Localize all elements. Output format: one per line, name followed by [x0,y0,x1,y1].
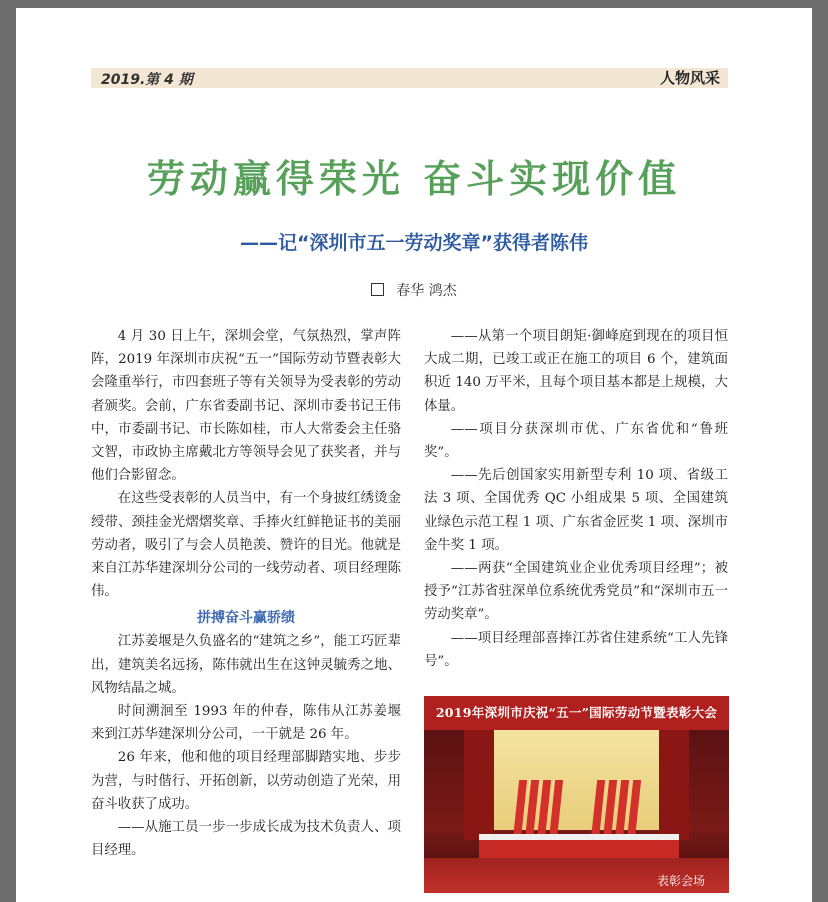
event-banner: 2019年深圳市庆祝“五一”国际劳动节暨表彰大会 [424,696,729,730]
stage-front [479,840,679,858]
paragraph: ——先后创国家实用新型专利 10 项、省级工法 3 项、全国优秀 QC 小组成果 5 项、全国建筑业绿色示范工程 1 项、广东省金匠奖 1 项、深圳市金牛奖 1 项。 [424,468,728,553]
paragraph: ——两获“全国建筑业企业优秀项目经理”；被授予“江苏省驻深单位系统优秀党员”和“深圳市五一劳动奖章”。 [424,561,728,623]
paragraph: 4 月 30 日上午，深圳会堂，气氛热烈，掌声阵阵，2019 年深圳市庆祝“五一”国际劳动节暨表彰大会隆重举行，市四套班子等有关领导为受表彰的劳动者颁奖。会前，广东省委副书记、深圳市委书记王伟中，市委副书记、市长陈如桂，市人大常委会主任骆文智，市政协主席戴北方等领导会见了获奖者，并与他们合影留念。 [91,329,401,484]
box-icon [371,283,384,296]
issue-label: 2019.第 4 期 [101,72,193,88]
photo-caption: 表彰会场 [656,874,705,888]
section-label: 人物风采 [659,69,720,87]
magazine-page [16,8,812,902]
text-column-right [424,325,728,673]
curtain-left [464,730,494,840]
paragraph: ——项目分获深圳市优、广东省优和“鲁班奖”。 [424,421,728,461]
paragraph: 在这些受表彰的人员当中，有一个身披红绣烫金绶带、颈挂金光熠熠奖章、手捧火红鲜艳证书的美丽劳动者，吸引了与会人员艳羡、赞许的目光。他就是来自江苏华建深圳分公司的一线劳动者、项目经理陈伟。 [91,491,401,600]
paragraph: 江苏姜堰是久负盛名的“建筑之乡”，能工巧匠辈出，建筑美名远扬，陈伟就出生在这钟灵毓秀之地、风物结晶之城。 [91,634,401,696]
paragraph: ——项目经理部喜捧江苏省住建系统“工人先锋号”。 [424,630,728,669]
article-subtitle: ——记“深圳市五一劳动奖章”获得者陈伟 [240,232,588,254]
byline [16,280,812,300]
ceremony-photo [424,696,729,893]
section-heading: 拼搏奋斗赢骄绩 [197,610,295,627]
text-column-left [91,325,401,862]
page-header-band [91,68,728,88]
paragraph: ——从第一个项目朗矩·御峰庭到现在的项目恒大成二期，已竣工或正在施工的项目 6 个，建筑面积近 140 万平米，且每个项目基本都是上规模，大体量。 [424,329,728,414]
author-names: 春华 鸿杰 [396,283,457,299]
paragraph: 时间溯洄至 1993 年的仲春，陈伟从江苏姜堰来到江苏华建深圳分公司，一干就是 26 年。 [91,704,401,743]
article-title: 劳动赢得荣光 奋斗实现价值 [146,156,682,201]
paragraph: 26 年来，他和他的项目经理部脚踏实地、步步为营，与时偕行、开拓创新，以劳动创造了光荣，用奋斗收获了成功。 [91,750,401,812]
curtain-right [659,730,689,840]
paragraph: ——从施工员一步一步成长成为技术负责人、项目经理。 [91,820,401,859]
